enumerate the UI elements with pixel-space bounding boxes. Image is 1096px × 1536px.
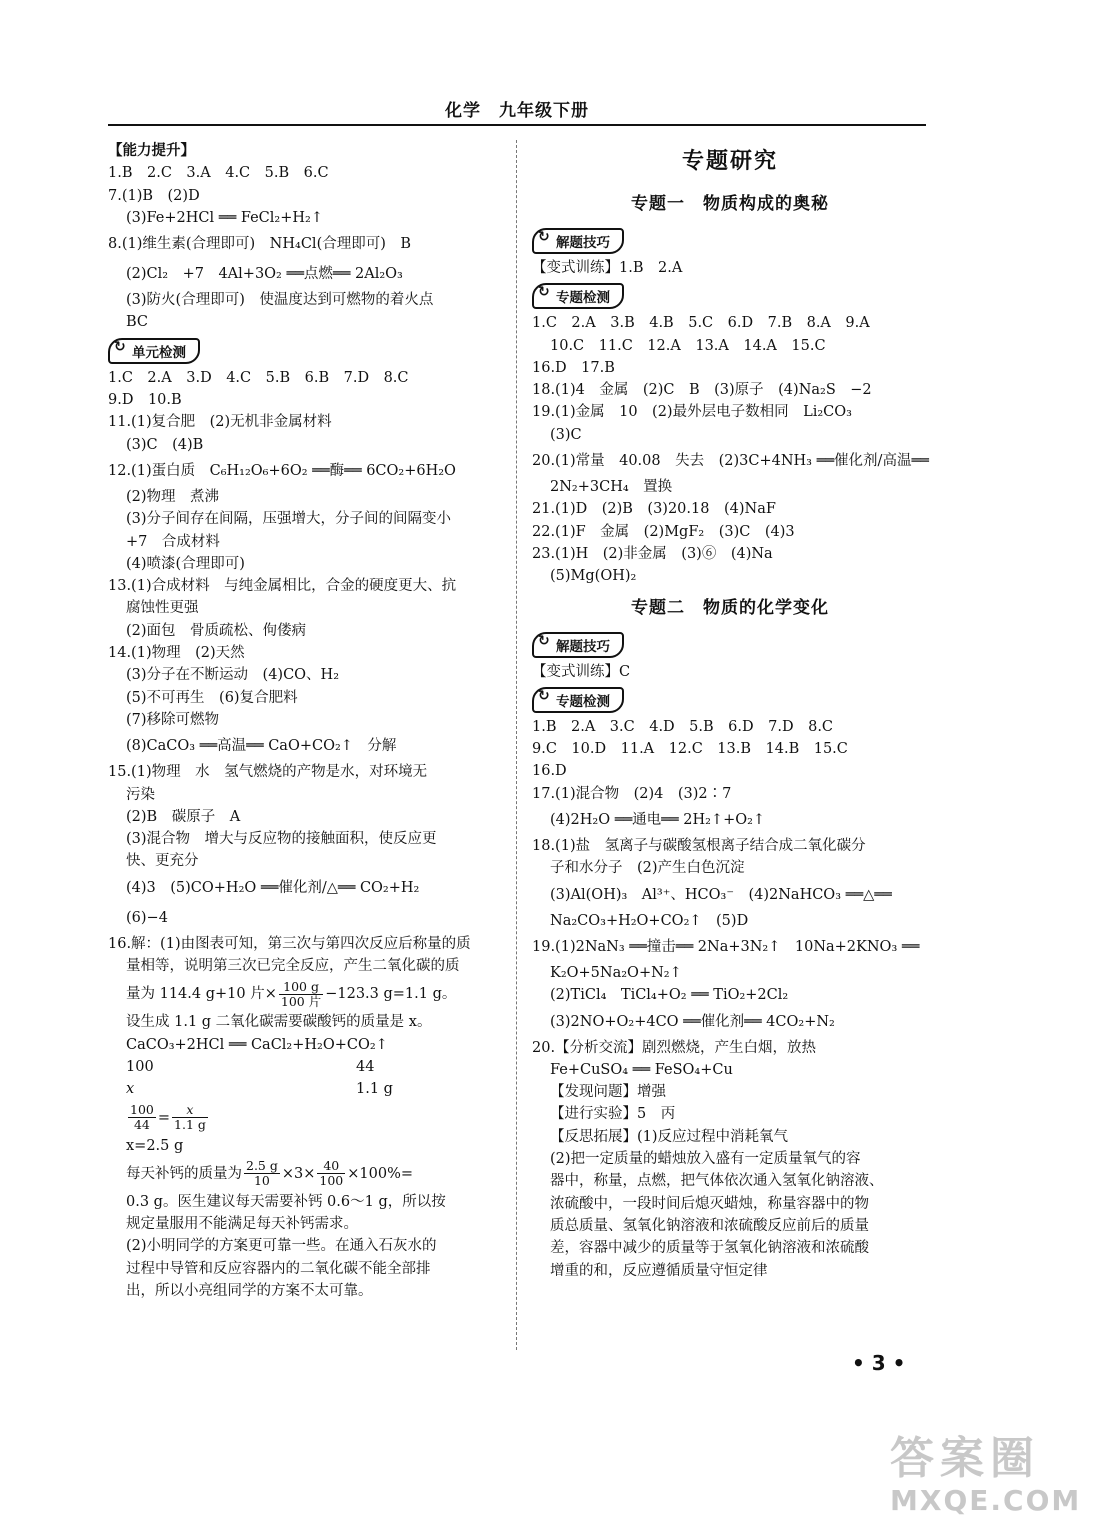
fraction (128, 1103, 156, 1132)
answer-line: 17.(1)混合物 (2)4 (3)2∶7 (532, 785, 732, 802)
answer-line: 0.3 g。医生建议每天需要补钙 0.6～1 g，所以按 (126, 1193, 446, 1210)
answer-line: 11.(1)复合肥 (2)无机非金属材料 (108, 414, 332, 431)
answer-line: (2)把一定质量的蜡烛放入盛有一定质量氧气的容 (550, 1151, 861, 1168)
column-divider (516, 140, 517, 1350)
answer-line: (4)3 (5)CO+H₂O ══催化剂/△══ CO₂+H₂ (126, 879, 420, 896)
answer-line: 19.(1)金属 10 (2)最外层电子数相同 Li₂CO₃ (532, 404, 852, 421)
topic-check-badge: ↻ 专题检测 (532, 687, 624, 713)
answer-line: 13.(1)合成材料 与纯金属相比，合金的硬度更大、抗 (108, 578, 457, 595)
answer-line: BC (126, 314, 149, 331)
header-rule (108, 124, 926, 126)
section-ability-title: 【能力提升】 (108, 142, 195, 159)
left-column (108, 140, 508, 1302)
answer-line: (5)不可再生 (6)复合肥料 (126, 689, 298, 706)
watermark-logo-text: 答案圈 (890, 1433, 1040, 1484)
answer-line: 18.(1)4 金属 (2)C B (3)原子 (4)Na₂S −2 (532, 382, 872, 399)
answer-line: (2)Cl₂ +7 4Al+3O₂ ══点燃══ 2Al₂O₃ (126, 266, 403, 283)
answer-line: 1.B 2.C 3.A 4.C 5.B 6.C (108, 165, 329, 182)
answer-line: (2)TiCl₄ TiCl₄+O₂ ══ TiO₂+2Cl₂ (550, 987, 789, 1004)
answer-line: (3)Fe+2HCl ══ FeCl₂+H₂↑ (126, 209, 323, 226)
answer-line: 器中，称量，点燃，把气体依次通入氢氧化钠溶液、 (550, 1173, 884, 1190)
answer-line: 污染 (126, 786, 155, 803)
answer-line: 规定量服用不能满足每天补钙需求。 (126, 1216, 358, 1233)
answer-line: Fe+CuSO₄ ══ FeSO₄+Cu (550, 1061, 733, 1078)
ratio-right: 1.1 g (356, 1081, 393, 1098)
answer-line: 质总质量、氢氧化钠溶液和浓硫酸反应前后的质量 (550, 1217, 869, 1234)
ratio-left: 100 (126, 1058, 154, 1075)
answer-line: 12.(1)蛋白质 C₆H₁₂O₆+6O₂ ══酶══ 6CO₂+6H₂O (108, 462, 456, 479)
fraction-denominator: 100 片 (280, 993, 322, 1009)
answer-line: (2)B 碳原子 A (126, 808, 241, 825)
right-column (532, 140, 928, 1282)
tips-badge: ↻ 解题技巧 (532, 228, 624, 254)
answer-line: (5)Mg(OH)₂ (550, 568, 637, 585)
fraction-denominator: 44 (133, 1117, 150, 1132)
answer-line: 16.D (532, 763, 567, 780)
answer-line: +7 合成材料 (126, 533, 220, 550)
answer-line: 19.(1)2NaN₃ ══撞击══ 2Na+3N₂↑ 10Na+2KNO₃ ══ (532, 938, 920, 955)
text-segment: 量为 114.4 g+10 片× (126, 986, 277, 1003)
answer-line: 【变式训练】1.B 2.A (532, 260, 683, 276)
answer-line: 差，容器中减少的质量等于氢氧化钠溶液和浓硫酸 (550, 1240, 869, 1257)
answer-line: 16.D 17.B (532, 359, 615, 376)
answer-line: 增重的和，反应遵循质量守恒定律 (550, 1262, 768, 1279)
fraction-numerator: 100 g (279, 980, 323, 995)
answer-line: 出，所以小亮组同学的方案不太可靠。 (126, 1282, 373, 1299)
fraction (317, 1159, 345, 1188)
watermark-url: MXQE.COM (890, 1484, 1082, 1517)
text-segment: −123.3 g=1.1 g。 (325, 986, 457, 1003)
answer-line: (3)防火(合理即可) 使温度达到可燃物的着火点 (126, 292, 434, 309)
answer-line: 8.(1)维生素(合理即可) NH₄Cl(合理即可) B (108, 236, 412, 253)
text-segment: ×3× (281, 1165, 316, 1182)
answer-line: 过程中导管和反应容器内的二氧化碳不能全部排 (126, 1260, 431, 1277)
fraction-denominator: 10 (253, 1173, 270, 1189)
answer-line: 【发现问题】增强 (550, 1084, 666, 1101)
fraction-numerator: 40 (317, 1159, 345, 1174)
watermark (890, 1432, 1090, 1532)
fraction (244, 1159, 280, 1188)
answer-line: 20.【分析交流】剧烈燃烧，产生白烟，放热 (532, 1039, 817, 1056)
answer-line-fraction (108, 977, 508, 1011)
answer-line: (3)C (550, 426, 582, 443)
answer-line-ratio (108, 1056, 508, 1078)
fraction-numerator: 100 (130, 1102, 154, 1117)
answer-line: (3)2NO+O₂+4CO ══催化剂══ 4CO₂+N₂ (550, 1013, 835, 1030)
answer-line: (3)C (4)B (126, 436, 204, 453)
answer-line: 14.(1)物理 (2)天然 (108, 645, 245, 662)
answer-line: 快、更充分 (126, 853, 199, 870)
topic-title: 专题一 物质构成的奥秘 (631, 194, 829, 214)
answer-line: CaCO₃+2HCl ══ CaCl₂+H₂O+CO₂↑ (126, 1036, 388, 1053)
answer-line: (3)分子在不断运动 (4)CO、H₂ (126, 667, 340, 684)
page-number: • 3 • (852, 1351, 906, 1375)
answer-line: (4)喷漆(合理即可) (126, 555, 245, 572)
answer-line: 9.D 10.B (108, 392, 182, 409)
answer-line: (2)物理 煮沸 (126, 488, 220, 505)
answer-line: 【进行实验】5 丙 (550, 1106, 676, 1123)
answer-line: (3)分子间存在间隔，压强增大，分子间的间隔变小 (126, 511, 452, 528)
answer-line: 7.(1)B (2)D (108, 187, 200, 204)
answer-line: 子和水分子 (2)产生白色沉淀 (550, 860, 745, 877)
answer-line: 【反思拓展】(1)反应过程中消耗氧气 (550, 1128, 789, 1145)
fraction (279, 980, 323, 1009)
answer-line: x=2.5 g (126, 1137, 184, 1154)
answer-line: 15.(1)物理 水 氢气燃烧的产物是水，对环境无 (108, 764, 428, 781)
answer-line: 设生成 1.1 g 二氧化碳需要碳酸钙的质量是 x。 (126, 1014, 432, 1031)
unit-test-badge: ↻ 单元检测 (108, 338, 200, 364)
text-segment: 每天补钙的质量为 (126, 1165, 242, 1182)
answer-line: (6)−4 (126, 909, 168, 926)
answer-line: (3)混合物 增大与反应物的接触面积，使反应更 (126, 831, 437, 848)
topic-check-badge: ↻ 专题检测 (532, 283, 624, 309)
answer-line: 10.C 11.C 12.A 13.A 14.A 15.C (550, 337, 826, 354)
answer-line: 22.(1)F 金属 (2)MgF₂ (3)C (4)3 (532, 523, 795, 540)
answer-line: 20.(1)常量 40.08 失去 (2)3C+4NH₃ ══催化剂/高温══ (532, 453, 929, 470)
text-segment: ×100%= (347, 1165, 414, 1182)
fraction-denominator: 100 (319, 1173, 344, 1189)
answer-line: (4)2H₂O ══通电══ 2H₂↑+O₂↑ (550, 812, 766, 829)
ratio-right: 44 (356, 1058, 375, 1075)
tips-badge: ↻ 解题技巧 (532, 632, 624, 658)
answer-line: 16.解：(1)由图表可知，第三次与第四次反应后称量的质 (108, 935, 471, 952)
ratio-left: x (126, 1081, 135, 1098)
page-header: 化学 九年级下册 (445, 101, 589, 121)
fraction-denominator: 1.1 g (174, 1117, 206, 1132)
topic-title: 专题二 物质的化学变化 (631, 597, 829, 618)
answer-line: 腐蚀性更强 (126, 600, 199, 617)
answer-line: 量相等，说明第三次已完全反应，产生二氧化碳的质 (126, 958, 460, 975)
fraction-numerator: x (172, 1103, 208, 1118)
answer-line-fraction (108, 1157, 508, 1191)
answer-line: 【变式训练】C (532, 663, 631, 680)
answer-line: 浓硫酸中，一段时间后熄灭蜡烛，称量容器中的物 (550, 1195, 869, 1212)
answer-line: (7)移除可燃物 (126, 711, 220, 728)
answer-line: 2N₂+3CH₄ 置换 (550, 479, 673, 496)
answer-line: 21.(1)D (2)B (3)20.18 (4)NaF (532, 501, 776, 518)
answer-line: 9.C 10.D 11.A 12.C 13.B 14.B 15.C (532, 741, 848, 758)
answer-line: Na₂CO₃+H₂O+CO₂↑ (5)D (550, 912, 749, 929)
answer-line: 23.(1)H (2)非金属 (3)⑥ (4)Na (532, 545, 773, 562)
fraction-numerator: 2.5 g (246, 1158, 278, 1174)
answer-line: 1.B 2.A 3.C 4.D 5.B 6.D 7.D 8.C (532, 718, 834, 735)
answer-line: (3)Al(OH)₃ Al³⁺、HCO₃⁻ (4)2NaHCO₃ ══△══ (550, 886, 892, 903)
answer-line: 18.(1)盐 氢离子与碳酸氢根离子结合成二氧化碳分 (532, 838, 866, 855)
fraction (172, 1103, 208, 1132)
answer-line: (2)面包 骨质疏松、佝偻病 (126, 622, 307, 639)
answer-line: K₂O+5Na₂O+N₂↑ (550, 964, 682, 981)
answer-line-ratio (108, 1078, 508, 1100)
answer-line: (2)小明同学的方案更可靠一些。在通入石灰水的 (126, 1238, 437, 1255)
answer-line-proportion: $\frac{100}{44}$ = $\frac{x}{1.1 g}$ (130, 1102, 206, 1132)
answer-line: 1.C 2.A 3.D 4.C 5.B 6.B 7.D 8.C (108, 369, 409, 386)
section-title: 专题研究 (681, 149, 778, 174)
answer-line: 1.C 2.A 3.B 4.B 5.C 6.D 7.B 8.A 9.A (532, 315, 870, 332)
answer-line: (8)CaCO₃ ══高温══ CaO+CO₂↑ 分解 (126, 738, 397, 755)
